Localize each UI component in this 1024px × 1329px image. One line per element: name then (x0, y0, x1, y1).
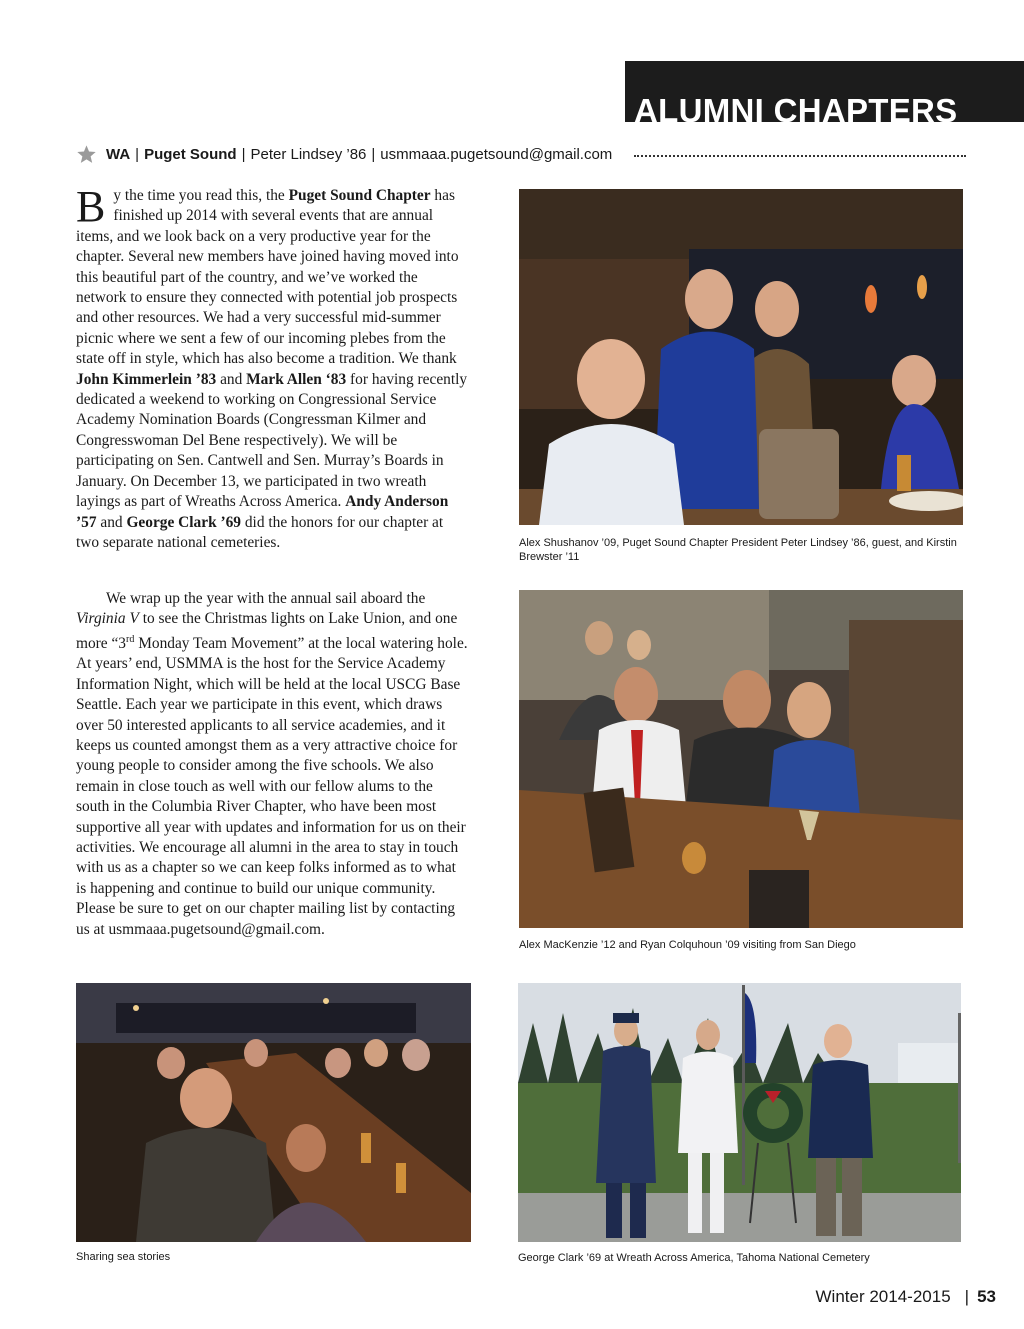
chapter-president: Peter Lindsey ’86 (250, 145, 367, 163)
text-run: has finished up 2014 with several events that are annual items, and we look back on a very productive year for the chapter. Several new members have joined having moved into this beautiful part of the country, and we’ve worked the network to ensure they connected with potential job prospects and other resources. We had a very successful mid-summer picnic where we sent a few of our incoming plebes from the state off in style, which has also become a tradition. We thank (76, 187, 459, 368)
ordinal-suffix: rd (126, 633, 135, 645)
text-run: and (96, 513, 127, 531)
separator: | (371, 145, 376, 163)
chapter-info-line (76, 143, 966, 165)
text-run: y the time you read this, the (113, 187, 289, 204)
chapter-name-bold: Puget Sound Chapter (288, 187, 431, 204)
photo-caption: Sharing sea stories (76, 1251, 171, 1263)
text-run: did the honors for our chapter at two separate national cemeteries. (76, 513, 444, 551)
section-banner (625, 61, 1024, 122)
text-run: Monday Team Movement” at the local watering hole. At years’ end, USMMA is the host for the Service Academy Information Night, which will be held at the local USCG Base Seattle. Each year we participate in this event, which draws over 50 interested applicants to all service academies, and it keeps us counted amongst them as a very attractive choice for young people to consider among the five schools. We also remain in close touch as well with our fellow alums to the south in the Columbia River Chapter, who have been most supportive all year with updates and information for us on their activities. We encourage all alumni in the area to stay in touch with us as a chapter so we can keep folks informed as to what is happening and continue to build our unique community. Please be sure to get on our chapter mailing list by contacting us at usmmaaa.pugetsound@gmail.com. (76, 634, 468, 938)
chapter-state: WA (106, 145, 131, 163)
drop-cap: B (76, 182, 106, 231)
text-run: to see the Christmas lights on Lake Union, and one more “3 (76, 610, 458, 652)
member-name: George Clark ’69 (126, 513, 241, 531)
article-paragraph-2 (76, 589, 470, 940)
separator: | (135, 145, 140, 163)
text-run: for having recently dedicated a weekend to working on Congressional Service Academy Nomination Boards (Congressman Kilmer and Congresswoman Del Bene respectively). We will be participating on Sen. Cantwell and Sen. Murray’s Boards in January. On December 13, we participated in two wreath layings as part of Wreaths Across America. (76, 370, 468, 511)
star-icon (76, 144, 97, 165)
page-footer (816, 1287, 996, 1307)
text-run: and (216, 370, 247, 388)
photo-visiting-alumni (519, 590, 963, 928)
chapter-name: Puget Sound (144, 145, 237, 163)
member-name: Andy Anderson ’57 (76, 493, 449, 531)
separator: | (964, 1287, 970, 1306)
issue-label: Winter 2014-2015 (815, 1287, 951, 1306)
member-name: John Kimmerlein ’83 (76, 370, 217, 388)
section-title: ALUMNI CHAPTERS (634, 92, 958, 122)
photo-caption: George Clark ’69 at Wreath Across America, Tahoma National Cemetery (518, 1252, 870, 1264)
photo-chapter-president-group (519, 189, 963, 525)
photo-sharing-sea-stories (76, 983, 471, 1242)
separator: | (241, 145, 246, 163)
photo-caption: Alex MacKenzie ’12 and Ryan Colquhoun ’09 visiting from San Diego (519, 939, 856, 951)
photo-wreath-ceremony (518, 983, 961, 1242)
article-paragraph-1 (76, 182, 470, 553)
photo-caption: Alex Shushanov ’09, Puget Sound Chapter President Peter Lindsey ’86, guest, and Kirstin Brewster ’11 (519, 537, 957, 563)
member-name: Mark Allen ‘83 (246, 370, 347, 388)
ship-name: Virginia V (76, 610, 139, 628)
page-number: 53 (977, 1287, 996, 1306)
text-run: We wrap up the year with the annual sail aboard the (106, 590, 426, 607)
dotted-rule (634, 155, 966, 157)
chapter-email-link[interactable]: usmmaaa.pugetsound@gmail.com (380, 145, 613, 163)
